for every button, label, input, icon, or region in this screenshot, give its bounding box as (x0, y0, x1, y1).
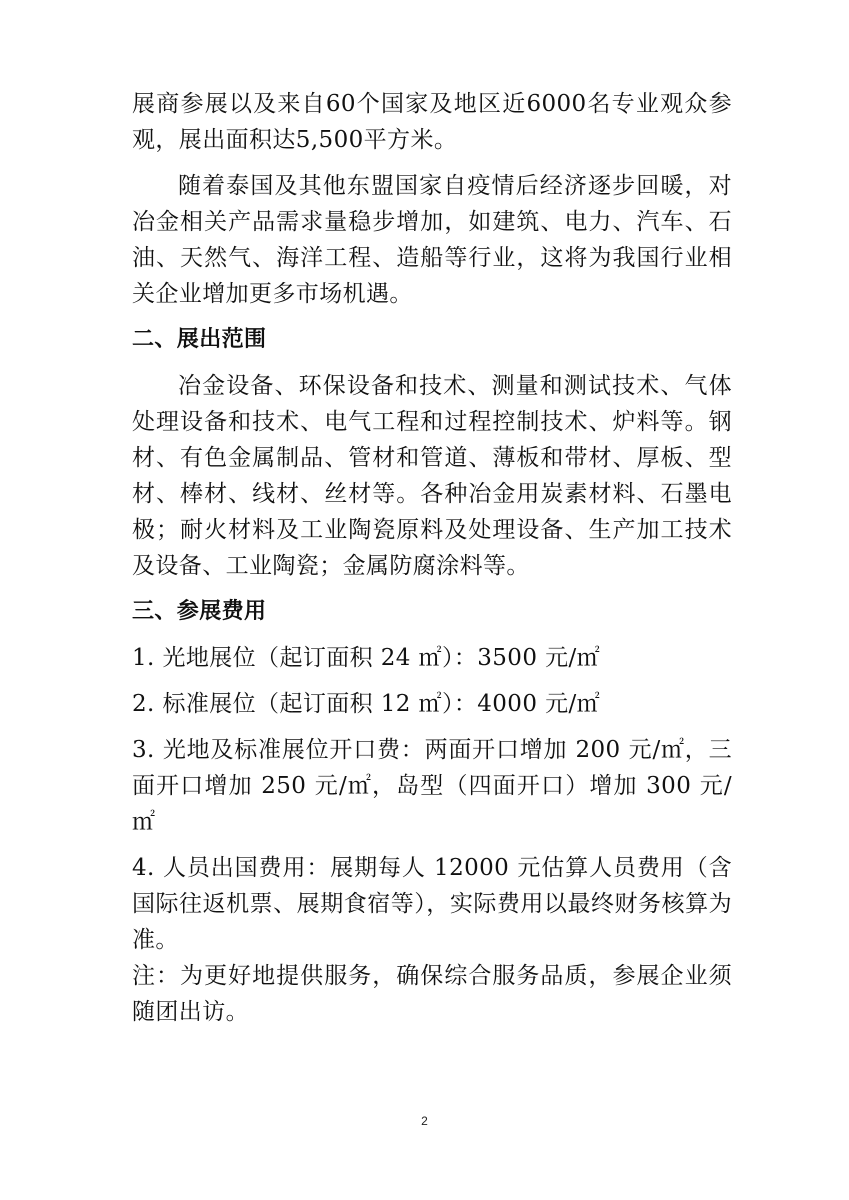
fee-item-standard-booth: 2. 标准展位（起订面积 12 ㎡）：4000 元/㎡ (132, 691, 601, 717)
fee-item-opening-fee: 3. 光地及标准展位开口费：两面开口增加 200 元/㎡，三面开口增加 250 元/㎡，岛型（四面开口）增加 300 元/㎡ (132, 737, 732, 835)
document-content (132, 86, 732, 1030)
fee-spacer (132, 840, 732, 850)
page-number: 2 (421, 1114, 428, 1128)
paragraph-spacer (132, 158, 732, 168)
section-heading-exhibit-scope: 二、展出范围 (132, 327, 267, 352)
fee-item-raw-space: 1. 光地展位（起订面积 24 ㎡）：3500 元/㎡ (132, 645, 601, 671)
fee-list (132, 640, 732, 1030)
fee-item-personnel-cost: 4. 人员出国费用：展期每人 12000 元估算人员费用（含国际往返机票、展期食宿等），实际费用以最终财务核算为准。 (132, 855, 732, 953)
paragraph-market-opportunity: 随着泰国及其他东盟国家自疫情后经济逐步回暖，对冶金相关产品需求量稳步增加，如建筑、电力、汽车、石油、天然气、海洋工程、造船等行业，这将为我国行业相关企业增加更多市场机遇。 (132, 173, 732, 307)
section-heading-fees: 三、参展费用 (132, 599, 267, 624)
fee-spacer (132, 722, 732, 732)
paragraph-exhibitors-overview: 展商参展以及来自60个国家及地区近6000名专业观众参观，展出面积达5,500平方米。 (132, 91, 732, 153)
fee-note: 注：为更好地提供服务，确保综合服务品质，参展企业须随团出访。 (132, 963, 732, 1025)
paragraph-exhibit-scope: 冶金设备、环保设备和技术、测量和测试技术、气体处理设备和技术、电气工程和过程控制技术、炉料等。钢材、有色金属制品、管材和管道、薄板和带材、厚板、型材、棒材、线材、丝材等。各种冶金用炭素材料、石墨电极；耐火材料及工业陶瓷原料及处理设备、生产加工技术及设备、工业陶瓷；金属防腐涂料等。 (132, 373, 732, 579)
fee-spacer (132, 676, 732, 686)
